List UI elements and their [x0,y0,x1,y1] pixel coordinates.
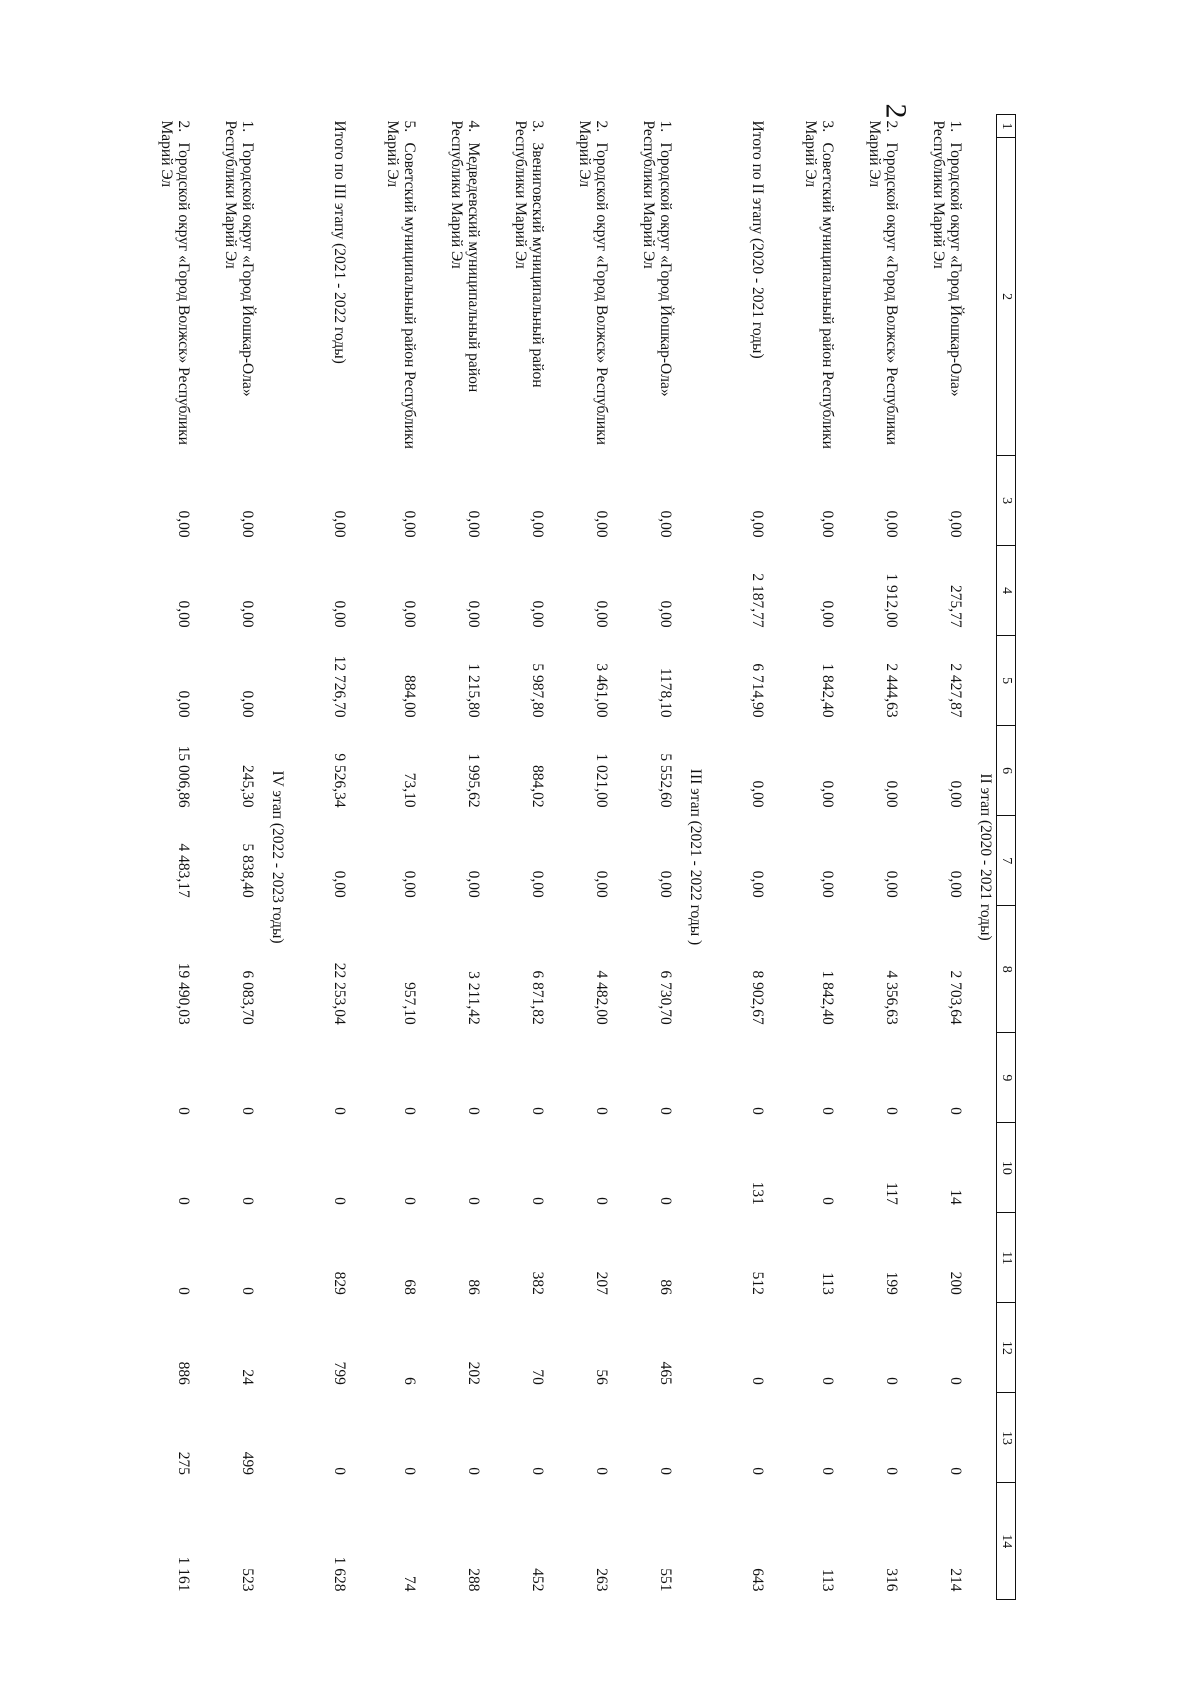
value-cell-col-7: 5 838,40 [239,843,256,898]
value-cell-col-4: 0,00 [529,600,546,628]
row-number: 2. [175,120,192,133]
value-cell-col-3: 0,00 [657,510,674,538]
value-cell-col-3: 0,00 [465,510,482,538]
total-value-col-10: 131 [749,1181,766,1205]
value-cell-col-7: 0,00 [593,870,610,898]
row-number: 2. [883,120,900,133]
value-cell-col-13: 275 [175,1451,192,1475]
row-number: 3. [819,120,836,133]
value-cell-col-12: 6 [401,1377,418,1385]
total-value-col-8: 8 902,67 [749,970,766,1025]
value-cell-col-4: 0,00 [657,600,674,628]
value-cell-col-12: 202 [465,1361,482,1385]
value-cell-col-3: 0,00 [529,510,546,538]
value-cell-col-8: 957,10 [401,982,418,1025]
value-cell-col-6: 0,00 [819,780,836,808]
table-row [780,115,844,1600]
total-value-col-4: 2 187,77 [749,573,766,628]
value-cell-col-11: 207 [593,1271,610,1295]
value-cell-col-8: 6 871,82 [529,970,546,1025]
value-cell-col-5: 0,00 [175,690,192,718]
value-cell-col-4: 275,77 [947,584,964,628]
total-value-col-5: 6 714,90 [749,663,766,718]
municipality-name: Советский муниципальный район Республики Марий Эл [384,120,418,449]
value-cell-col-13: 0 [465,1467,482,1475]
value-cell-col-13: 0 [947,1467,964,1475]
value-cell-col-12: 0 [883,1377,900,1385]
value-cell-col-10: 0 [529,1197,546,1205]
municipality-cell [780,115,844,456]
value-cell-col-11: 199 [883,1271,900,1295]
municipality-name: Городской округ «Город Волжск» Республики Марий Эл [158,120,192,445]
value-cell-col-3: 0,00 [883,510,900,538]
stage-label: II этап (2020 - 2021 годы) [977,773,994,941]
value-cell-col-4: 0,00 [819,600,836,628]
value-cell-col-4: 1 912,00 [883,573,900,628]
value-cell-col-7: 0,00 [819,870,836,898]
total-value-col-3: 0,00 [331,510,348,538]
value-cell-col-13: 0 [401,1467,418,1475]
value-cell-col-14: 74 [401,1576,418,1592]
total-value-col-6: 9 526,34 [331,753,348,808]
value-cell-col-13: 0 [657,1467,674,1475]
value-cell-col-4: 0,00 [239,600,256,628]
value-cell-col-14: 316 [883,1568,900,1592]
municipality-cell [908,115,972,456]
value-cell-col-11: 86 [657,1279,674,1295]
table-row [426,115,490,1600]
total-value-col-3: 0,00 [749,510,766,538]
municipality-cell [554,115,618,456]
value-cell-col-6: 0,00 [883,780,900,808]
column-header-2: 2 [997,138,1016,456]
value-cell-col-7: 0,00 [529,870,546,898]
municipality-name: Городской округ «Город Волжск» Республики Марий Эл [866,120,900,445]
header-row [997,115,1016,1600]
total-value-col-9: 0 [749,1107,766,1115]
value-cell-col-13: 499 [239,1451,256,1475]
value-cell-col-6: 0,00 [947,780,964,808]
municipality-name: Городской округ «Город Йошкар-Ола» Республики Марий Эл [930,120,964,397]
value-cell-col-4: 0,00 [401,600,418,628]
value-cell-col-5: 3 461,00 [593,663,610,718]
table-row [136,115,200,1600]
column-header-4: 4 [997,546,1016,636]
stage-header [682,115,706,1600]
value-cell-col-11: 86 [465,1279,482,1295]
table-row [844,115,908,1600]
value-cell-col-12: 0 [947,1377,964,1385]
value-cell-col-7: 0,00 [657,870,674,898]
value-cell-col-8: 2 703,64 [947,970,964,1025]
value-cell-col-13: 0 [529,1467,546,1475]
value-cell-col-13: 0 [819,1467,836,1475]
value-cell-col-5: 2 444,63 [883,663,900,718]
total-row [706,115,780,1600]
value-cell-col-13: 0 [883,1467,900,1475]
value-cell-col-8: 3 211,42 [465,971,482,1025]
municipality-cell [490,115,554,456]
column-header-1: 1 [997,115,1016,138]
column-header-10: 10 [997,1123,1016,1213]
table-row [200,115,264,1600]
value-cell-col-7: 0,00 [883,870,900,898]
municipality-name: Городской округ «Город Йошкар-Ола» Республики Марий Эл [640,120,674,397]
value-cell-col-9: 0 [657,1107,674,1115]
value-cell-col-6: 1 021,00 [593,753,610,808]
stage-header-row [264,115,288,1600]
column-header-9: 9 [997,1033,1016,1123]
column-header-14: 14 [997,1483,1016,1600]
total-value-col-8: 22 253,04 [331,962,348,1025]
value-cell-col-12: 465 [657,1361,674,1385]
value-cell-col-11: 68 [401,1279,418,1295]
value-cell-col-5: 0,00 [239,690,256,718]
value-cell-col-14: 214 [947,1568,964,1592]
value-cell-col-9: 0 [593,1107,610,1115]
value-cell-col-5: 1178,10 [657,667,674,718]
total-value-col-12: 0 [749,1377,766,1385]
value-cell-col-11: 382 [529,1271,546,1295]
value-cell-col-9: 0 [175,1107,192,1115]
value-cell-col-12: 886 [175,1361,192,1385]
total-value-col-5: 12 726,70 [331,655,348,718]
municipality-cell [362,115,426,456]
row-number: 3. [529,120,546,133]
total-value-col-11: 512 [749,1271,766,1295]
table-row [618,115,682,1600]
column-header-12: 12 [997,1303,1016,1393]
table-body [136,115,997,1600]
total-label: Итого по III этапу (2021 - 2022 годы) [331,120,348,364]
value-cell-col-3: 0,00 [947,510,964,538]
stage-label: IV этап (2022 - 2023 годы) [269,770,286,944]
value-cell-col-4: 0,00 [175,600,192,628]
value-cell-col-7: 0,00 [401,870,418,898]
total-value-col-9: 0 [331,1107,348,1115]
row-number: 4. [465,120,482,133]
value-cell-col-3: 0,00 [593,510,610,538]
row-number: 5. [401,120,418,133]
value-cell-col-3: 0,00 [175,510,192,538]
total-value-col-7: 0,00 [331,870,348,898]
value-cell-col-6: 5 552,60 [657,753,674,808]
column-header-11: 11 [997,1213,1016,1303]
value-cell-col-11: 200 [947,1271,964,1295]
column-header-5: 5 [997,636,1016,726]
total-value-col-7: 0,00 [749,870,766,898]
column-header-6: 6 [997,726,1016,816]
row-number: 1. [947,120,964,133]
row-number: 1. [657,120,674,133]
value-cell-col-6: 245,30 [239,765,256,808]
total-value-col-14: 643 [749,1568,766,1592]
rotated-table-wrapper [158,114,1016,1600]
value-cell-col-10: 0 [175,1197,192,1205]
municipality-cell [426,115,490,456]
stage-header-row [972,115,997,1600]
municipality-name: Городской округ «Город Волжск» Республики Марий Эл [576,120,610,445]
column-header-8: 8 [997,906,1016,1033]
stage-header-row [682,115,706,1600]
value-cell-col-5: 884,00 [401,675,418,718]
value-cell-col-3: 0,00 [819,510,836,538]
value-cell-col-13: 0 [593,1467,610,1475]
value-cell-col-7: 0,00 [465,870,482,898]
table-row [362,115,426,1600]
column-header-3: 3 [997,456,1016,546]
value-cell-col-10: 0 [593,1197,610,1205]
municipality-name: Городской округ «Город Йошкар-Ола» Республики Марий Эл [222,120,256,397]
value-cell-col-10: 117 [883,1182,900,1205]
total-value-col-10: 0 [331,1197,348,1205]
row-number: 1. [239,120,256,133]
municipality-cell [844,115,908,456]
municipality-name: Звениговский муниципальный район Республики Марий Эл [512,120,546,388]
total-value-col-4: 0,00 [331,600,348,628]
value-cell-col-14: 113 [819,1568,836,1592]
value-cell-col-9: 0 [529,1107,546,1115]
table-row [908,115,972,1600]
value-cell-col-10: 0 [657,1197,674,1205]
total-label: Итого по II этапу (2020 - 2021 годы) [749,120,766,359]
column-header-7: 7 [997,816,1016,906]
value-cell-col-14: 1 161 [175,1556,192,1592]
column-header-13: 13 [997,1393,1016,1483]
value-cell-col-14: 452 [529,1568,546,1592]
value-cell-col-4: 0,00 [593,600,610,628]
value-cell-col-5: 5 987,80 [529,663,546,718]
municipality-cell [136,115,200,456]
value-cell-col-9: 0 [883,1107,900,1115]
value-cell-col-14: 551 [657,1568,674,1592]
total-value-col-11: 829 [331,1271,348,1295]
value-cell-col-10: 14 [947,1189,964,1205]
total-value-col-6: 0,00 [749,780,766,808]
value-cell-col-12: 70 [529,1369,546,1385]
value-cell-col-8: 1 842,40 [819,970,836,1025]
value-cell-col-8: 6 730,70 [657,970,674,1025]
value-cell-col-6: 1 995,62 [465,753,482,808]
value-cell-col-9: 0 [465,1107,482,1115]
value-cell-col-7: 4 483,17 [175,843,192,898]
value-cell-col-5: 2 427,87 [947,663,964,718]
municipality-cell [200,115,264,456]
value-cell-col-11: 113 [819,1272,836,1295]
value-cell-col-14: 288 [465,1568,482,1592]
row-number: 2. [593,120,610,133]
page-number: 2 [879,103,913,119]
stage-header [972,115,997,1600]
value-cell-col-9: 0 [947,1107,964,1115]
table-row [554,115,618,1600]
value-cell-col-4: 0,00 [465,600,482,628]
value-cell-col-8: 19 490,03 [175,962,192,1025]
value-cell-col-5: 1 842,40 [819,663,836,718]
value-cell-col-6: 73,10 [401,772,418,808]
value-cell-col-9: 0 [239,1107,256,1115]
total-value-col-14: 1 628 [331,1556,348,1592]
value-cell-col-11: 0 [239,1287,256,1295]
value-cell-col-12: 24 [239,1369,256,1385]
value-cell-col-5: 1 215,80 [465,663,482,718]
value-cell-col-9: 0 [819,1107,836,1115]
municipality-cell [618,115,682,456]
total-row [288,115,362,1600]
stage-label: III этап (2021 - 2022 годы ) [687,768,704,946]
value-cell-col-11: 0 [175,1287,192,1295]
stage-header [264,115,288,1600]
value-cell-col-8: 6 083,70 [239,970,256,1025]
value-cell-col-9: 0 [401,1107,418,1115]
value-cell-col-10: 0 [819,1197,836,1205]
table-row [490,115,554,1600]
value-cell-col-3: 0,00 [239,510,256,538]
value-cell-col-7: 0,00 [947,870,964,898]
value-cell-col-8: 4 482,00 [593,970,610,1025]
value-cell-col-12: 56 [593,1369,610,1385]
value-cell-col-10: 0 [401,1197,418,1205]
total-value-col-13: 0 [749,1467,766,1475]
value-cell-col-6: 15 006,86 [175,745,192,808]
value-cell-col-6: 884,02 [529,765,546,808]
value-cell-col-12: 0 [819,1377,836,1385]
total-value-col-13: 0 [331,1467,348,1475]
value-cell-col-8: 4 356,63 [883,970,900,1025]
municipality-name: Медведевский муниципальный район Республики Марий Эл [448,120,482,393]
value-cell-col-14: 263 [593,1568,610,1592]
total-value-col-12: 799 [331,1361,348,1385]
value-cell-col-3: 0,00 [401,510,418,538]
value-cell-col-10: 0 [239,1197,256,1205]
value-cell-col-10: 0 [465,1197,482,1205]
municipality-name: Советский муниципальный район Республики Марий Эл [802,120,836,449]
funding-table [136,114,1016,1600]
value-cell-col-14: 523 [239,1568,256,1592]
